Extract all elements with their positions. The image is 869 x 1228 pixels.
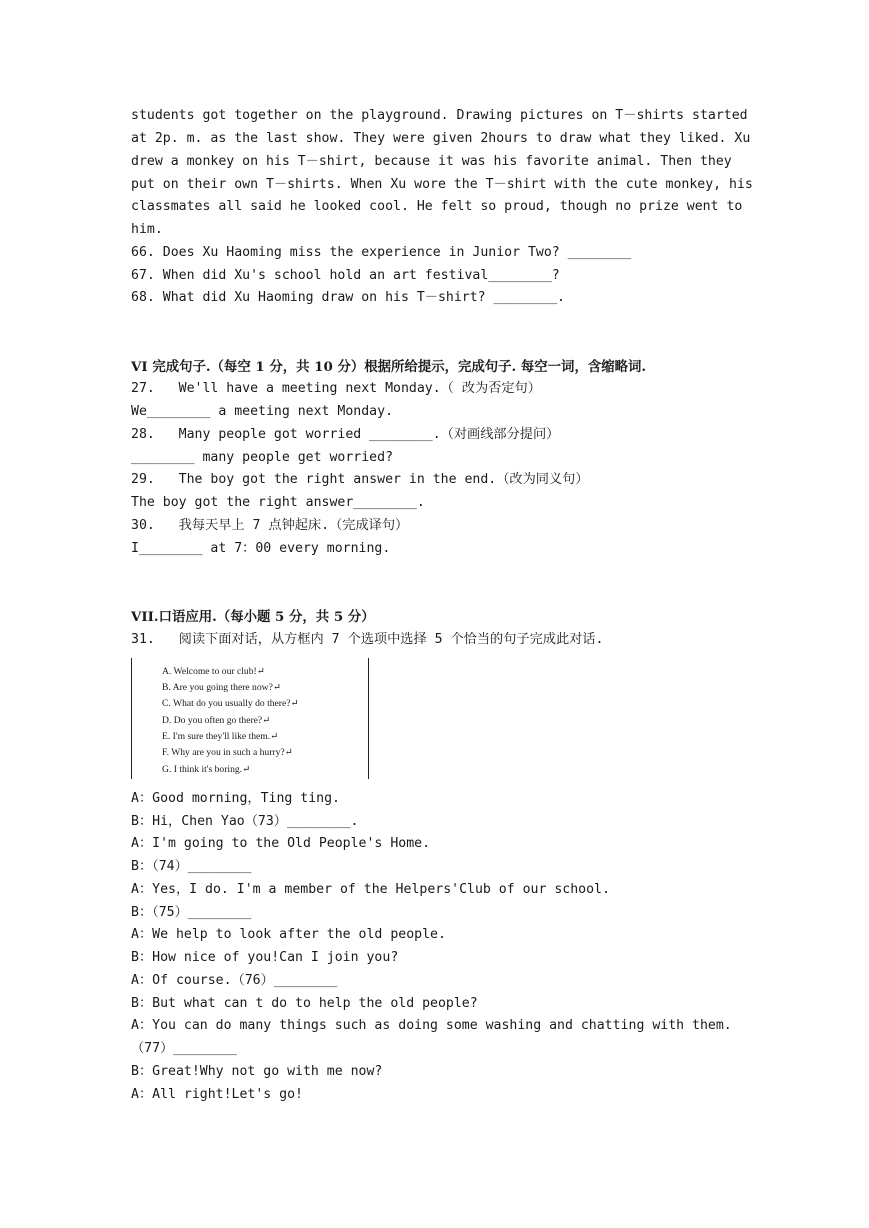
option-d: D. Do you often go there?↵ <box>162 715 271 726</box>
dialogue-line: B：How nice of you!Can I join you? <box>131 950 399 965</box>
item-27-answer: We________ a meeting next Monday. <box>131 404 394 419</box>
dialogue-line: A：All right!Let's go! <box>131 1087 303 1102</box>
section-vii-instruction: 31. 阅读下面对话，从方框内 7 个选项中选择 5 个恰当的句子完成此对话. <box>131 632 604 647</box>
item-27-prompt: 27. We'll have a meeting next Monday.（ 改为否定句） <box>131 381 541 396</box>
passage-line: classmates all said he looked cool. He felt so proud, though no prize went to <box>131 199 743 214</box>
dialogue-line: A：I'm going to the Old People's Home. <box>131 836 431 851</box>
item-28-answer: ________ many people get worried? <box>131 450 394 465</box>
dialogue-line: A：You can do many things such as doing some washing and chatting with them. <box>131 1018 732 1033</box>
dialogue-line: （77）________ <box>131 1041 237 1056</box>
dialogue-line: A：Yes，I do. I'm a member of the Helpers'Club of our school. <box>131 882 610 897</box>
dialogue-line: B：Hi，Chen Yao（73）________. <box>131 814 359 829</box>
option-g: G. I think it's boring.↵ <box>162 764 251 775</box>
option-c: C. What do you usually do there?↵ <box>162 698 299 709</box>
dialogue-line: B：But what can t do to help the old people? <box>131 996 478 1011</box>
option-f: F. Why are you in such a hurry?↵ <box>162 747 293 758</box>
item-30-answer: I________ at 7：00 every morning. <box>131 541 391 556</box>
question-67: 67. When did Xu's school hold an art festival________? <box>131 268 560 283</box>
passage-line: at 2p. m. as the last show. They were given 2hours to draw what they liked. Xu <box>131 131 751 146</box>
option-a: A. Welcome to our club!↵ <box>162 666 265 677</box>
question-66: 66. Does Xu Haoming miss the experience in Junior Two? ________ <box>131 245 632 260</box>
dialogue-line: A：Good morning，Ting ting. <box>131 791 340 806</box>
dialogue-line: B：（74）________ <box>131 859 252 874</box>
section-vi-heading: VI 完成句子.（每空 1 分，共 10 分）根据所给提示，完成句子. 每空一词，含缩略词. <box>131 359 647 375</box>
item-28-prompt: 28. Many people got worried ________.（对画线部分提问） <box>131 427 560 442</box>
dialogue-line: B：Great!Why not go with me now? <box>131 1064 383 1079</box>
dialogue-line: A：Of course.（76）________ <box>131 973 338 988</box>
option-b: B. Are you going there now?↵ <box>162 682 281 693</box>
item-29-answer: The boy got the right answer________. <box>131 495 425 510</box>
passage-line: drew a monkey on his T－shirt, because it was his favorite animal. Then they <box>131 154 732 169</box>
option-e: E. I'm sure they'll like them.↵ <box>162 731 279 742</box>
item-29-prompt: 29. The boy got the right answer in the end.（改为同义句） <box>131 472 589 487</box>
passage-line: him. <box>131 222 163 237</box>
dialogue-line: B：（75）________ <box>131 905 252 920</box>
passage-line: students got together on the playground. Drawing pictures on T－shirts started <box>131 108 748 123</box>
dialogue-line: A：We help to look after the old people. <box>131 927 446 942</box>
passage-line: put on their own T－shirts. When Xu wore the T－shirt with the cute monkey, his <box>131 177 753 192</box>
section-vii-heading: VII.口语应用.（每小题 5 分，共 5 分） <box>131 609 375 625</box>
options-box <box>131 658 369 779</box>
question-68: 68. What did Xu Haoming draw on his T－shirt? ________. <box>131 290 565 305</box>
item-30-prompt: 30. 我每天早上 7 点钟起床.（完成译句） <box>131 518 409 533</box>
